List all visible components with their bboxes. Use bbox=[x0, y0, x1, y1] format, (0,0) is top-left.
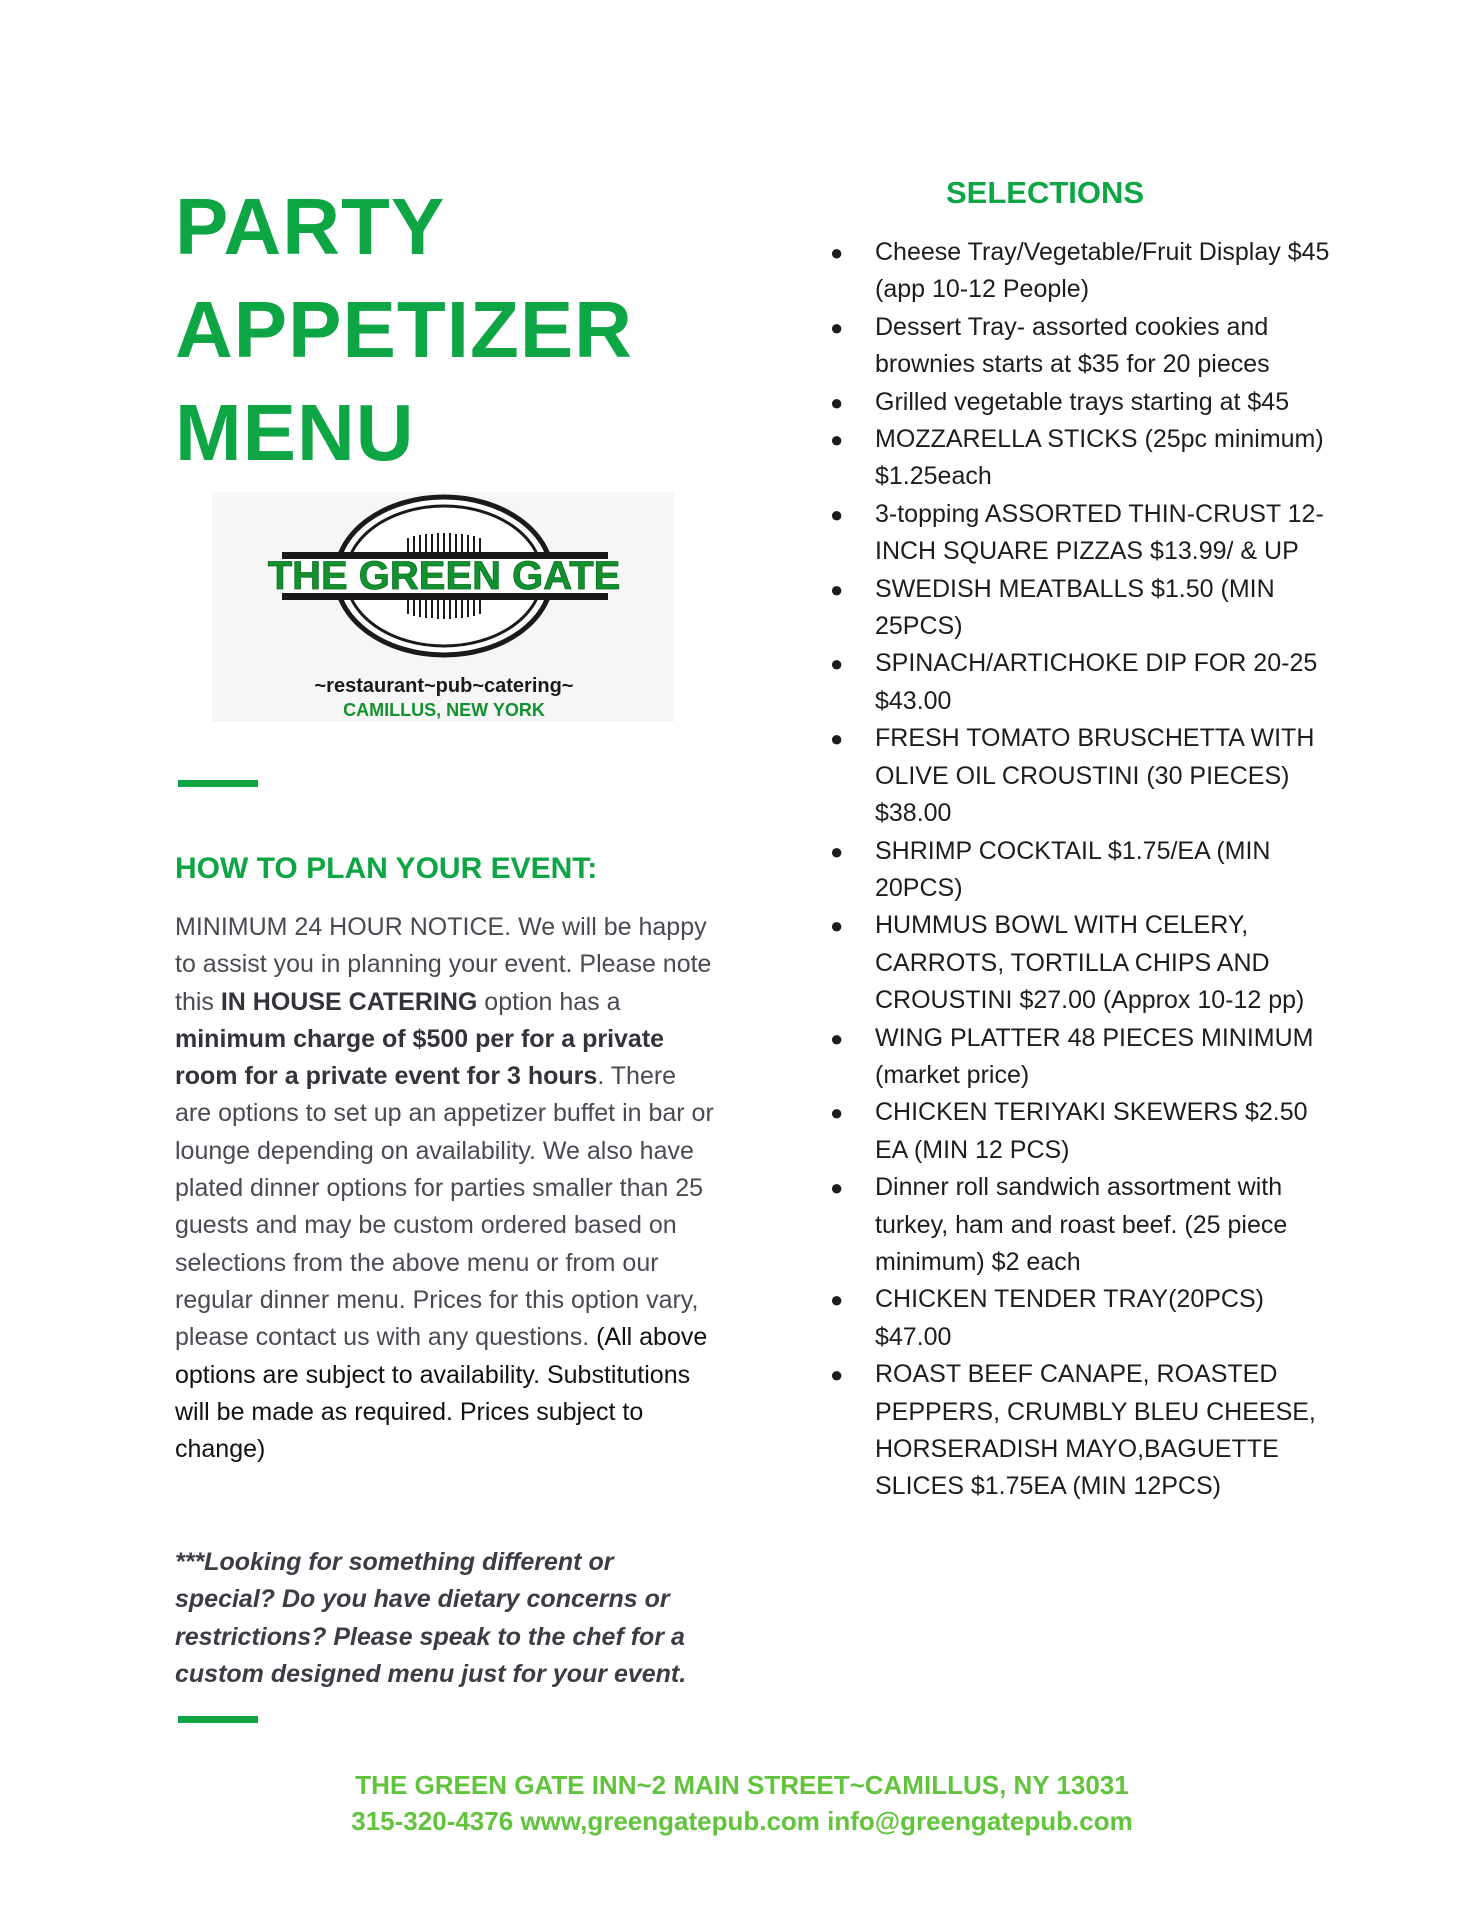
list-item bbox=[830, 1356, 1330, 1506]
item-text: 3-topping ASSORTED THIN-CRUST 12-INCH SQUARE PIZZAS $13.99/ & UP bbox=[875, 499, 1324, 566]
divider-rule bbox=[178, 1716, 258, 1723]
logo-name: THE GREEN GATE bbox=[267, 554, 621, 598]
item-text: SWEDISH MEATBALLS $1.50 (MIN 25PCS) bbox=[875, 574, 1275, 641]
bullet-icon: ● bbox=[830, 576, 844, 602]
plan-text: MINIMUM 24 HOUR NOTICE. We will be happy to assist you in planning your event. Please note this bbox=[175, 913, 712, 1016]
bullet-icon: ● bbox=[830, 1362, 844, 1388]
list-item bbox=[830, 1094, 1330, 1169]
bullet-icon: ● bbox=[830, 1100, 844, 1126]
footer-address: THE GREEN GATE INN~2 MAIN STREET~CAMILLUS, NY 13031 bbox=[355, 1770, 1129, 1800]
list-item bbox=[830, 720, 1330, 832]
list-item bbox=[830, 1281, 1330, 1356]
plan-emphasis: IN HOUSE CATERING bbox=[220, 987, 478, 1016]
item-text: HUMMUS BOWL WITH CELERY, CARROTS, TORTILLA CHIPS AND CROUSTINI $27.00 (Approx 10-12 pp) bbox=[875, 911, 1305, 1015]
item-text: WING PLATTER 48 PIECES MINIMUM (market price) bbox=[875, 1023, 1314, 1089]
item-text: MOZZARELLA STICKS (25pc minimum) $1.25each bbox=[875, 425, 1324, 491]
availability-note: (All above options are subject to availability. Substitutions will be made as required. Prices subject to change) bbox=[175, 1323, 708, 1464]
bullet-icon: ● bbox=[830, 501, 844, 527]
item-text: Grilled vegetable trays starting at $45 bbox=[875, 387, 1290, 416]
special-requests-note: ***Looking for something different or special? Do you have dietary concerns or restrictions? Please speak to the chef for a custom designed menu just for your event. bbox=[175, 1548, 687, 1688]
bullet-icon: ● bbox=[830, 240, 844, 265]
bullet-icon: ● bbox=[830, 651, 844, 677]
list-item bbox=[830, 645, 1330, 720]
list-item bbox=[830, 234, 1330, 309]
item-text: SHRIMP COCKTAIL $1.75/EA (MIN 20PCS) bbox=[875, 836, 1271, 902]
list-item bbox=[830, 309, 1330, 384]
bullet-icon: ● bbox=[830, 726, 844, 752]
item-text: Dessert Tray- assorted cookies and brownies starts at $35 for 20 pieces bbox=[875, 312, 1270, 379]
bullet-icon: ● bbox=[830, 314, 844, 340]
title-line: MENU bbox=[175, 388, 415, 477]
bullet-icon: ● bbox=[830, 1025, 844, 1051]
title-line: APPETIZER bbox=[175, 285, 633, 374]
list-item bbox=[830, 833, 1330, 908]
page-title bbox=[175, 175, 715, 484]
selections-heading: SELECTIONS bbox=[946, 175, 1145, 210]
plan-paragraph bbox=[175, 909, 715, 1468]
plan-heading: HOW TO PLAN YOUR EVENT: bbox=[175, 852, 598, 885]
title-line: PARTY bbox=[175, 182, 446, 271]
item-text: ROAST BEEF CANAPE, ROASTED PEPPERS, CRUMBLY BLEU CHEESE, HORSERADISH MAYO,BAGUETTE SLICES $1.75EA (MIN 12PCS) bbox=[875, 1360, 1316, 1501]
list-item bbox=[830, 1169, 1330, 1281]
logo-graphic bbox=[212, 492, 674, 722]
list-item bbox=[830, 496, 1330, 571]
list-item bbox=[830, 1020, 1330, 1095]
item-text: CHICKEN TENDER TRAY(20PCS) $47.00 bbox=[875, 1285, 1264, 1351]
footer-contact: 315-320-4376 www,greengatepub.com info@greengatepub.com bbox=[351, 1806, 1133, 1836]
bullet-icon: ● bbox=[830, 389, 844, 415]
green-gate-logo bbox=[212, 492, 674, 722]
plan-text: . There are options to set up an appetizer buffet in bar or lounge depending on availability. We also have plated dinner options for parties smaller than 25 guests and may be custom ordered based on selections from the above menu or from our regular dinner menu. Prices for this option vary, please contact us with any questions. bbox=[175, 1062, 714, 1352]
plan-emphasis: minimum charge of $500 per for a private room for a private event for 3 hours bbox=[175, 1024, 665, 1091]
list-item bbox=[830, 421, 1330, 496]
list-item bbox=[830, 571, 1330, 646]
list-item bbox=[830, 907, 1330, 1019]
bullet-icon: ● bbox=[830, 427, 844, 453]
bullet-icon: ● bbox=[830, 1287, 844, 1313]
item-text: SPINACH/ARTICHOKE DIP FOR 20-25 $43.00 bbox=[875, 649, 1318, 715]
plan-text: option has a bbox=[477, 987, 621, 1016]
bullet-icon: ● bbox=[830, 1175, 844, 1201]
item-text: Dinner roll sandwich assortment with turkey, ham and roast beef. (25 piece minimum) $2 each bbox=[875, 1173, 1288, 1276]
logo-location: CAMILLUS, NEW YORK bbox=[343, 700, 545, 720]
item-text: CHICKEN TERIYAKI SKEWERS $2.50 EA (MIN 12 PCS) bbox=[875, 1098, 1308, 1164]
title-block bbox=[175, 175, 715, 484]
bullet-icon: ● bbox=[830, 913, 844, 939]
item-text: FRESH TOMATO BRUSCHETTA WITH OLIVE OIL CROUSTINI (30 PIECES) $38.00 bbox=[875, 724, 1315, 828]
item-text: Cheese Tray/Vegetable/Fruit Display $45 (app 10-12 People) bbox=[875, 238, 1330, 304]
selections-list bbox=[830, 234, 1330, 1506]
list-item bbox=[830, 384, 1330, 421]
logo-tagline: ~restaurant~pub~catering~ bbox=[314, 675, 574, 697]
divider-rule bbox=[178, 780, 258, 787]
bullet-icon: ● bbox=[830, 838, 844, 864]
